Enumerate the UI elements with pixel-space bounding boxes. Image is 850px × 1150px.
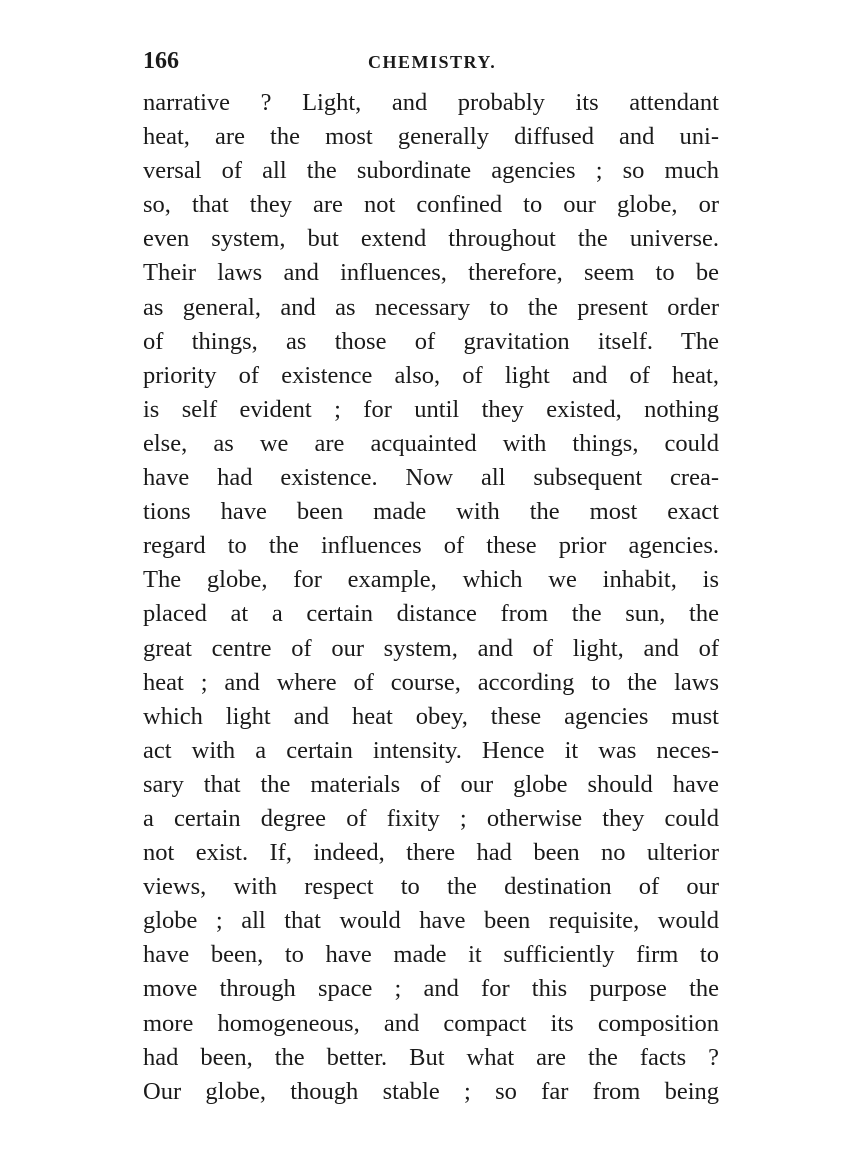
text-line: regard to the influences of these prior agencies. [143, 532, 719, 560]
text-line: Our globe, though stable ; so far from being [143, 1077, 719, 1105]
text-line: move through space ; and for this purpose the [143, 975, 719, 1003]
text-line: have had existence. Now all subsequent crea- [143, 464, 719, 492]
text-line: great centre of our system, and of light, and of [143, 634, 719, 662]
page-number: 166 [143, 48, 179, 74]
text-line: Their laws and influences, therefore, seem to be [143, 259, 719, 287]
page-header [143, 46, 719, 76]
text-line: not exist. If, indeed, there had been no ulterior [143, 839, 719, 867]
body-text [143, 86, 719, 1109]
text-line: so, that they are not confined to our globe, or [143, 191, 719, 219]
text-line: versal of all the subordinate agencies ; so much [143, 157, 719, 185]
text-line: The globe, for example, which we inhabit, is [143, 566, 719, 594]
text-line: even system, but extend throughout the universe. [143, 225, 719, 253]
text-line: priority of existence also, of light and of heat, [143, 361, 719, 389]
text-line: views, with respect to the destination of our [143, 873, 719, 901]
text-line: have been, to have made it sufficiently firm to [143, 941, 719, 969]
text-line: globe ; all that would have been requisite, would [143, 907, 719, 935]
text-line: had been, the better. But what are the facts ? [143, 1043, 719, 1071]
text-line: more homogeneous, and compact its composition [143, 1009, 719, 1037]
text-line: act with a certain intensity. Hence it was neces- [143, 736, 719, 764]
text-line: of things, as those of gravitation itself. The [143, 327, 719, 355]
text-line: narrative ? Light, and probably its attendant [143, 89, 719, 116]
text-line: which light and heat obey, these agencies must [143, 702, 719, 730]
text-line: is self evident ; for until they existed, nothing [143, 395, 719, 423]
running-head: CHEMISTRY. [368, 52, 497, 72]
text-line: tions have been made with the most exact [143, 498, 719, 526]
text-line: a certain degree of fixity ; otherwise they could [143, 804, 719, 832]
text-line: sary that the materials of our globe should have [143, 770, 719, 798]
text-line: as general, and as necessary to the present order [143, 293, 719, 321]
text-line: heat ; and where of course, according to the laws [143, 668, 719, 696]
text-line: else, as we are acquainted with things, could [143, 429, 719, 457]
text-line: placed at a certain distance from the sun, the [143, 600, 719, 628]
text-line: heat, are the most generally diffused and uni- [143, 123, 719, 151]
